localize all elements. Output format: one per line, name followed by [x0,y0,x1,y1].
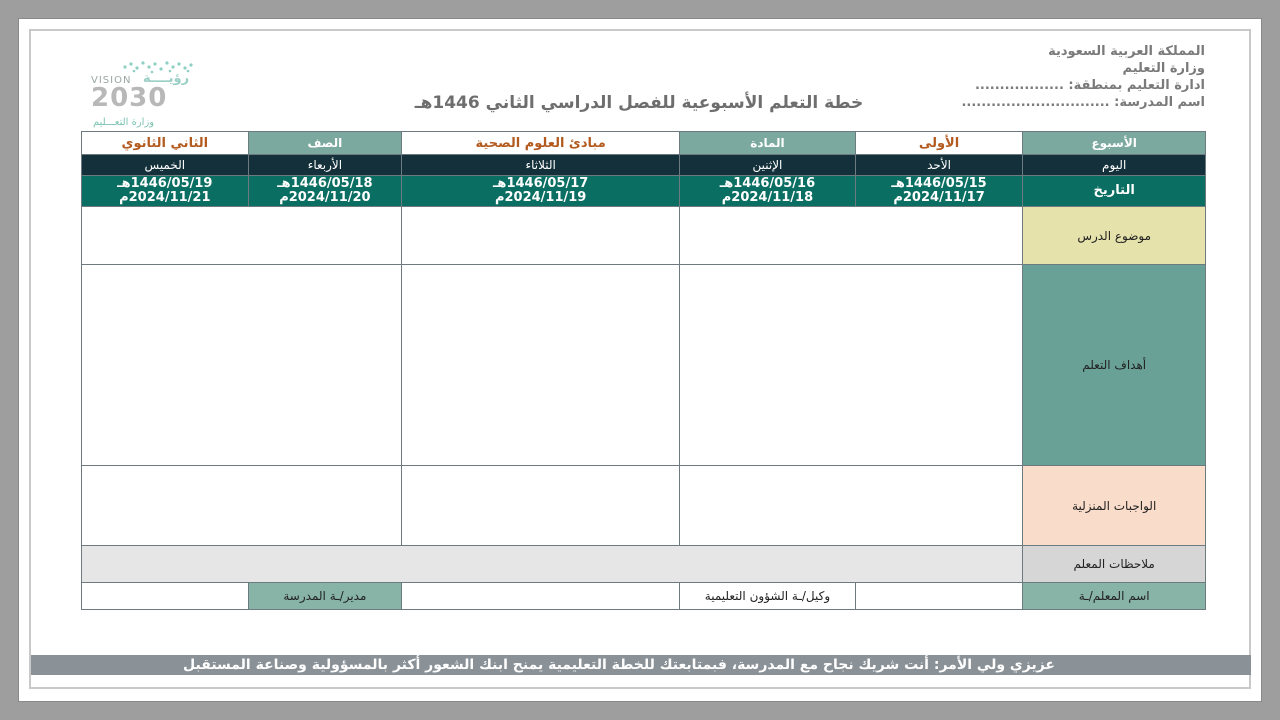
greg-date: 2024/11/18م [721,190,814,205]
deputy-cell[interactable] [402,583,680,610]
date-label: التاريخ [1023,176,1206,207]
greg-date: 2024/11/17م [893,190,985,205]
logo-ruya-text: رؤيــــة [143,71,190,86]
goals-cell-wed-thu[interactable] [82,265,402,466]
table-row [82,207,1206,265]
goals-label: أهداف التعلم [1023,265,1206,466]
subject-value[interactable]: مبادئ العلوم الصحية [402,132,680,155]
topic-cell-sun-mon[interactable] [680,207,1023,265]
principal-label: مدير/ـة المدرسة [248,583,402,610]
day-cell: الإثنين [680,155,856,176]
date-cell [855,176,1023,207]
logo-vision-text: VISION [91,75,132,86]
page-title: خطة التعلم الأسبوعية للفصل الدراسي الثاني 1446هـ [414,93,864,113]
table-row [82,155,1206,176]
kingdom-text: المملكة العربية السعودية [1048,44,1205,59]
table-row [82,176,1206,207]
date-cell [248,176,402,207]
day-cell: الخميس [82,155,249,176]
principal-cell[interactable] [82,583,249,610]
hijri-date: 1446/05/15هـ [891,176,987,191]
grade-label: الصف [248,132,402,155]
date-cell [82,176,249,207]
school-field: اسم المدرسة: .............................. [961,95,1205,110]
logo-ministry-text: وزارة التعـــليم [93,117,155,128]
greg-date: 2024/11/19م [494,190,587,205]
ministry-header [961,43,1205,111]
table-row [82,546,1206,583]
table-row [82,265,1206,466]
date-cell [402,176,680,207]
greg-date: 2024/11/20م [279,190,371,205]
notes-cell[interactable] [82,546,1023,583]
week-label: الأسبوع [1023,132,1206,155]
homework-cell-wed-thu[interactable] [82,466,402,546]
day-cell: الأربعاء [248,155,402,176]
day-cell: الأحد [855,155,1023,176]
day-label: اليوم [1023,155,1206,176]
topic-label: موضوع الدرس [1023,207,1206,265]
greg-date: 2024/11/21م [119,190,211,205]
vision-2030-logo [91,57,221,137]
table-row [82,583,1206,610]
hijri-date: 1446/05/18هـ [277,176,373,191]
logo-year-text: 2030 [91,83,168,113]
notes-label: ملاحظات المعلم [1023,546,1206,583]
hijri-date: 1446/05/19هـ [117,176,213,191]
weekly-plan-table [81,131,1206,610]
hijri-date: 1446/05/16هـ [719,176,816,191]
date-cell [680,176,856,207]
table-row [82,132,1206,155]
region-field: ادارة التعليم بمنطقة: .................. [974,78,1205,93]
hijri-date: 1446/05/17هـ [492,176,589,191]
homework-cell-sun-mon[interactable] [680,466,1023,546]
parent-message-bar [31,655,1251,675]
table-row [82,466,1206,546]
goals-cell-tue[interactable] [402,265,680,466]
teacher-name-cell[interactable] [855,583,1023,610]
ministry-text: وزارة التعليم [1122,61,1205,76]
homework-label: الواجبات المنزلية [1023,466,1206,546]
topic-cell-tue[interactable] [402,207,680,265]
deputy-label: وكيل/ـة الشؤون التعليمية [680,583,856,610]
goals-cell-sun-mon[interactable] [680,265,1023,466]
topic-cell-wed-thu[interactable] [82,207,402,265]
day-cell: الثلاثاء [402,155,680,176]
parent-message-text: عزيزي ولي الأمر: أنت شريك نجاح مع المدرسة، فبمتابعتك للخطة التعليمية يمنح ابنك الشعور أكثر بالمسؤولية وصناعة المستقبل [183,657,1055,673]
homework-cell-tue[interactable] [402,466,680,546]
page-frame [18,18,1262,702]
grade-value[interactable]: الثاني الثانوي [82,132,249,155]
teacher-name-label: اسم المعلم/ـة [1023,583,1206,610]
subject-label: المادة [680,132,856,155]
week-value[interactable]: الأولى [855,132,1023,155]
